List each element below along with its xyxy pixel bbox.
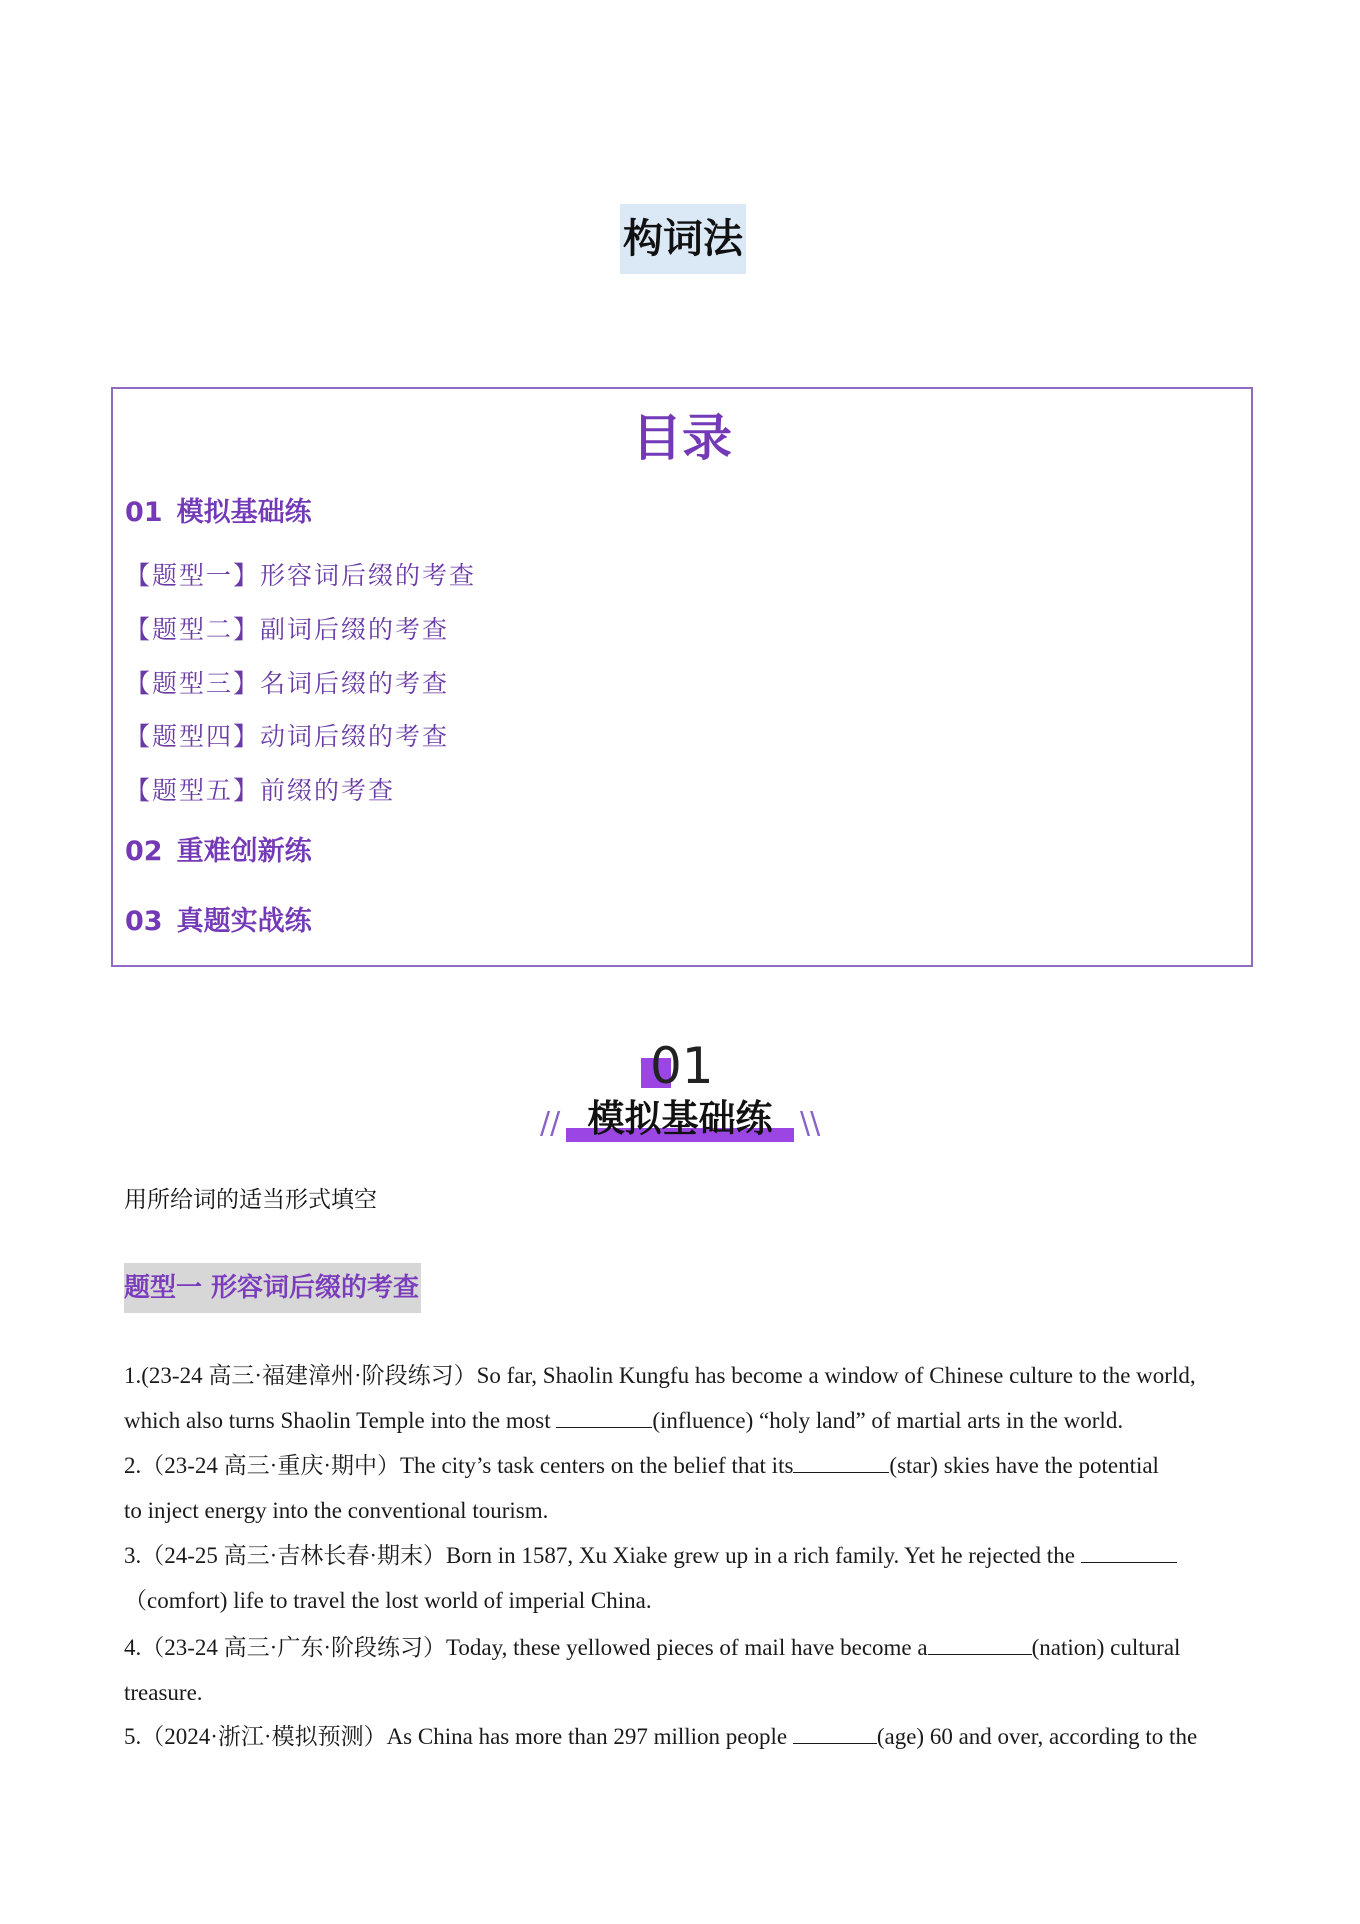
instruction-text: 用所给词的适当形式填空 (124, 1187, 377, 1213)
question-line (124, 1488, 1244, 1533)
question-4 (124, 1625, 1244, 1715)
question-line (124, 1578, 1244, 1623)
question-line (124, 1625, 1244, 1670)
question-text: 2.（23-24 高三·重庆·期中）The city’s task centers on the belief that its (124, 1453, 794, 1478)
toc-section-number: 02 (125, 836, 163, 867)
question-text: which also turns Shaolin Temple into the most (124, 1408, 557, 1433)
question-text: (nation) cultural (1031, 1635, 1181, 1660)
type-heading: 题型一 形容词后缀的考查 (124, 1263, 421, 1313)
toc-item-type-3[interactable]: 【题型三】名词后缀的考查 (125, 669, 450, 698)
toc-heading: 目录 (632, 409, 732, 467)
question-3 (124, 1533, 1244, 1623)
answer-blank[interactable] (1081, 1540, 1177, 1563)
toc-section-label: 真题实战练 (176, 906, 312, 937)
question-text: 4.（23-24 高三·广东·阶段练习）Today, these yellowed pieces of mail have become a (124, 1635, 928, 1660)
question-text: treasure. (124, 1680, 203, 1705)
question-text: (influence) “holy land” of martial arts in the world. (652, 1408, 1124, 1433)
toc-item-type-2[interactable]: 【题型二】副词后缀的考查 (125, 615, 450, 644)
question-text: (age) 60 and over, according to the (876, 1724, 1198, 1749)
badge-label: 模拟基础练 (587, 1097, 773, 1140)
section-badge (530, 1036, 830, 1156)
question-text: 5.（2024·浙江·模拟预测）As China has more than 297 million people (124, 1724, 793, 1749)
question-text: to inject energy into the conventional tourism. (124, 1498, 549, 1523)
toc-section-01[interactable] (125, 493, 312, 533)
badge-number: 01 (650, 1037, 714, 1095)
question-text: (star) skies have the potential (889, 1453, 1159, 1478)
badge-slash-left: // (540, 1106, 561, 1141)
question-line (124, 1533, 1244, 1578)
toc-section-label: 重难创新练 (176, 836, 312, 867)
question-line (124, 1714, 1244, 1759)
toc-item-type-1[interactable]: 【题型一】形容词后缀的考查 (125, 561, 477, 590)
question-line (124, 1353, 1244, 1398)
toc-section-03[interactable] (125, 902, 312, 942)
question-1 (124, 1353, 1244, 1443)
toc-section-number: 03 (125, 906, 163, 937)
toc-section-02[interactable] (125, 832, 312, 872)
question-5 (124, 1714, 1244, 1759)
badge-slash-right: \\ (800, 1106, 821, 1141)
question-line (124, 1670, 1244, 1715)
question-text: 3.（24-25 高三·吉林长春·期末）Born in 1587, Xu Xiake grew up in a rich family. Yet he rejected the (124, 1543, 1081, 1568)
answer-blank[interactable] (556, 1405, 652, 1428)
toc-item-type-4[interactable]: 【题型四】动词后缀的考查 (125, 722, 450, 751)
answer-blank[interactable] (793, 1721, 877, 1744)
document-title: 构词法 (620, 204, 746, 274)
question-line (124, 1398, 1244, 1443)
toc-section-label: 模拟基础练 (176, 497, 312, 528)
answer-blank[interactable] (928, 1632, 1032, 1655)
question-text: （comfort) life to travel the lost world of imperial China. (124, 1588, 652, 1613)
question-2 (124, 1443, 1244, 1533)
question-line (124, 1443, 1244, 1488)
table-of-contents (111, 387, 1253, 967)
question-text: 1.(23-24 高三·福建漳州·阶段练习）So far, Shaolin Kungfu has become a window of Chinese culture to the world, (124, 1363, 1196, 1388)
answer-blank[interactable] (793, 1450, 889, 1473)
toc-section-number: 01 (125, 497, 163, 528)
toc-item-type-5[interactable]: 【题型五】前缀的考查 (125, 776, 396, 805)
